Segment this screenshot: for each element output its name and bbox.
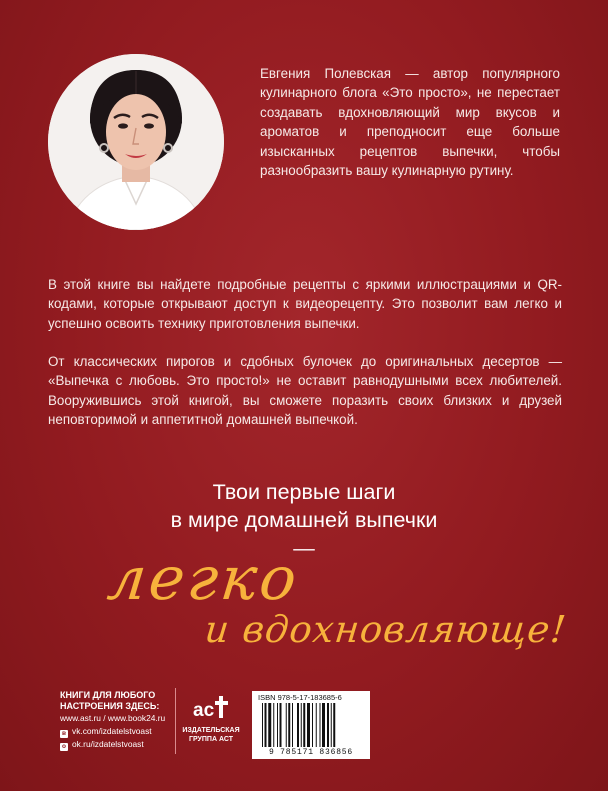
info-divider [175,688,176,754]
barcode-bar [301,703,302,747]
barcode-bar [297,703,299,747]
barcode-bar [322,703,325,747]
barcode-bar [288,703,290,747]
barcode-bar [265,703,267,747]
barcode-bar [280,703,282,747]
barcode-bar [292,703,293,747]
tagline-dash: — [293,536,315,560]
publisher-info [60,690,170,751]
script-slogan-line-1: легко [104,544,303,614]
script-slogan-line-2: и вдохновляюще! [202,608,569,651]
isbn-barcode [252,691,370,759]
barcode-bar [333,703,335,747]
vk-icon: в [62,730,66,737]
tagline [0,478,608,562]
barcode-bar [262,703,263,747]
author-portrait-image [48,54,224,230]
barcode-bar [331,703,332,747]
barcode-bar [268,703,271,747]
barcode-bar [277,703,278,747]
barcode-digits: 9 785171 836856 [268,748,353,757]
barcode-bar [320,703,321,747]
tagline-line-1: Твои первые шаги [212,480,396,504]
barcode-bar [273,703,274,747]
tagline-line-2: в мире домашней выпечки [170,508,438,532]
barcode-bar [303,703,305,747]
publisher-name: ИЗДАТЕЛЬСКАЯ ГРУППА АСТ [182,727,240,743]
barcode-bar [286,703,287,747]
author-bio [260,64,560,180]
barcode-icon [262,703,360,747]
author-photo [48,54,224,230]
info-heading: КНИГИ ДЛЯ ЛЮБОГО НАСТРОЕНИЯ ЗДЕСЬ: [60,690,160,711]
vk-link-text: vk.com/izdatelstvoast [72,726,152,736]
book-description-paragraph-2 [48,352,562,430]
barcode-bar [316,703,317,747]
websites-link[interactable]: www.ast.ru / www.book24.ru [60,713,166,723]
ok-icon: о [60,743,68,751]
book-description-paragraph-1 [48,275,562,333]
barcode-bar [312,703,313,747]
ok-link-text: ok.ru/izdatelstvoast [72,739,144,749]
barcode-bar [307,703,310,747]
publisher-logo-block [182,690,240,744]
ok-link[interactable] [60,738,170,751]
description-text-1: В этой книге вы найдете подробные рецепты с яркими иллюстрациями и QR-кодами, которые открывают доступ к видеорецепту. Это позволит вам легко и успешно освоить технику приготовления выпечки. [48,277,562,331]
ast-logo-icon [191,690,231,724]
description-text-2: От классических пирогов и сдобных булочек до оригинальных десертов — «Выпечка с любовь. Это просто!» не оставит равнодушными всех любителей. Вооружившись этой книгой, вы сможете поразить своих близких и друзей неповторимой и аппетитной домашней выпечкой. [48,354,562,428]
vk-link[interactable] [60,725,170,738]
barcode-bar [327,703,329,747]
svg-text:ас: ас [193,700,215,721]
author-bio-text: Евгения Полевская — автор популярного кулинарного блога «Это просто», не перестает создавать вдохновляющий мир вкусов и ароматов и преподносит еще больше изысканных рецептов выпечки, чтобы разнообразить вашу кулинарную рутину. [260,66,560,179]
isbn-number: ISBN 978-5-17-183685-6 [258,693,342,702]
